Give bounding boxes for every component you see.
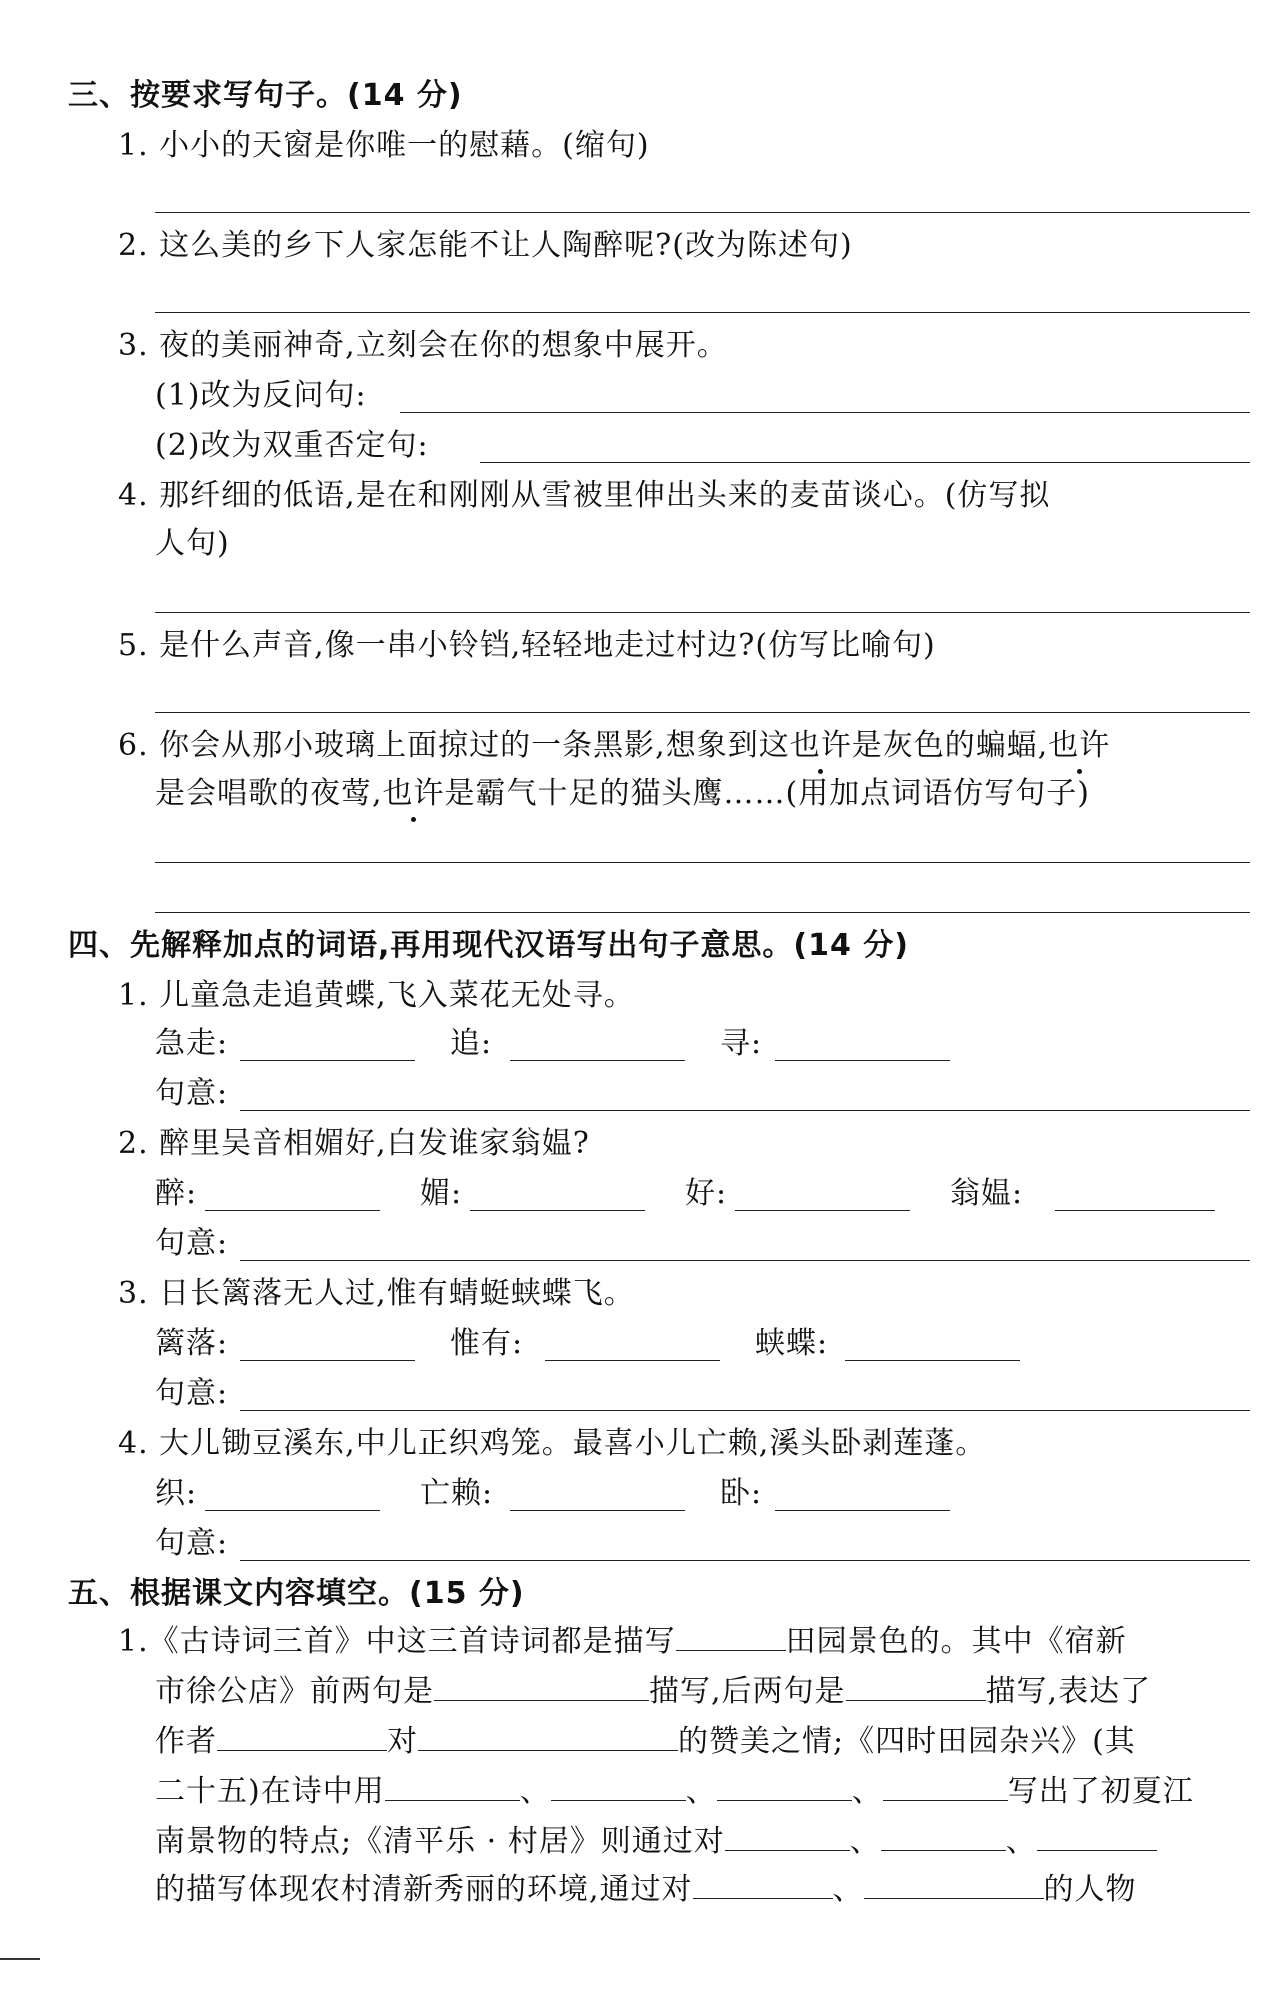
question-3-3: 3. 夜的美丽神奇,立刻会在你的想象中展开。 <box>118 328 728 363</box>
word-label: 好: <box>685 1176 728 1211</box>
fill-line-6: 的描写体现农村清新秀丽的环境,通过对 、 的人物 <box>155 1872 1137 1907</box>
answer-line-3-3-a[interactable] <box>400 412 1250 413</box>
answer-line-3-2[interactable] <box>155 312 1250 313</box>
answer-line-3-1[interactable] <box>155 212 1250 213</box>
emphasis-dot-word: 也许 <box>790 726 852 766</box>
emphasis-dot-word: 也许 <box>383 774 445 814</box>
answer-line-3-4[interactable] <box>155 612 1250 613</box>
meaning-blank[interactable] <box>240 1260 1250 1261</box>
word-label: 亡赖: <box>420 1476 494 1511</box>
word-label: 卧: <box>720 1476 763 1511</box>
meaning-label: 句意: <box>155 1376 229 1411</box>
word-label: 醉: <box>155 1176 198 1211</box>
poem-4-3: 3. 日长篱落无人过,惟有蜻蜓蛱蝶飞。 <box>118 1276 635 1311</box>
fill-blank[interactable] <box>217 1724 387 1751</box>
word-blank[interactable] <box>775 1060 950 1061</box>
word-blank[interactable] <box>545 1360 720 1361</box>
section-3-title: 三、按要求写句子。(14 分) <box>68 78 463 113</box>
fill-blank[interactable] <box>881 1824 1006 1851</box>
fill-blank[interactable] <box>717 1774 852 1801</box>
question-3-3-b: (2)改为双重否定句: <box>155 428 429 463</box>
word-label: 织: <box>155 1476 198 1511</box>
poem-4-2: 2. 醉里吴音相媚好,白发谁家翁媪? <box>118 1126 590 1161</box>
question-3-6-line2: 是会唱歌的夜莺,也许是霸气十足的猫头鹰……(用加点词语仿写句子) <box>155 774 1090 814</box>
fill-line-3: 作者 对 的赞美之情;《四时田园杂兴》(其 <box>155 1724 1136 1759</box>
word-blank[interactable] <box>205 1510 380 1511</box>
meaning-blank[interactable] <box>240 1560 1250 1561</box>
fill-blank[interactable] <box>551 1774 686 1801</box>
fill-blank[interactable] <box>864 1872 1044 1899</box>
fill-blank[interactable] <box>385 1774 520 1801</box>
question-3-5: 5. 是什么声音,像一串小铃铛,轻轻地走过村边?(仿写比喻句) <box>118 628 936 663</box>
answer-line-3-6-a[interactable] <box>155 862 1250 863</box>
word-blank[interactable] <box>205 1210 380 1211</box>
word-blank[interactable] <box>510 1510 685 1511</box>
fill-blank[interactable] <box>1037 1824 1157 1851</box>
fill-blank[interactable] <box>676 1624 786 1651</box>
emphasis-dot-word: 也许 <box>1048 726 1110 766</box>
poem-4-4: 4. 大儿锄豆溪东,中儿正织鸡笼。最喜小儿亡赖,溪头卧剥莲蓬。 <box>118 1426 987 1461</box>
meaning-blank[interactable] <box>240 1110 1250 1111</box>
question-3-1: 1. 小小的天窗是你唯一的慰藉。(缩句) <box>118 128 650 163</box>
page-edge-mark <box>0 1958 40 1960</box>
section-5-title: 五、根据课文内容填空。(15 分) <box>68 1576 525 1611</box>
word-blank[interactable] <box>1055 1210 1215 1211</box>
fill-line-2: 市徐公店》前两句是 描写,后两句是 描写,表达了 <box>155 1674 1152 1709</box>
word-label: 追: <box>450 1026 493 1061</box>
word-blank[interactable] <box>470 1210 645 1211</box>
fill-line-1: 1.《古诗词三首》中这三首诗词都是描写 田园景色的。其中《宿新 <box>118 1624 1127 1659</box>
fill-blank[interactable] <box>883 1774 1008 1801</box>
word-label: 篱落: <box>155 1326 229 1361</box>
question-3-3-a: (1)改为反问句: <box>155 378 367 413</box>
word-label: 寻: <box>720 1026 763 1061</box>
word-label: 蛱蝶: <box>755 1326 829 1361</box>
fill-blank[interactable] <box>725 1824 850 1851</box>
question-3-4-line2: 人句) <box>155 526 230 561</box>
word-blank[interactable] <box>775 1510 950 1511</box>
fill-line-5: 南景物的特点;《清平乐 · 村居》则通过对 、 、 <box>155 1822 1157 1862</box>
word-blank[interactable] <box>845 1360 1020 1361</box>
word-label: 惟有: <box>450 1326 524 1361</box>
word-label: 媚: <box>420 1176 463 1211</box>
word-label: 急走: <box>155 1026 229 1061</box>
word-blank[interactable] <box>240 1060 415 1061</box>
word-blank[interactable] <box>240 1360 415 1361</box>
fill-blank[interactable] <box>434 1674 649 1701</box>
answer-line-3-6-b[interactable] <box>155 912 1250 913</box>
word-label: 翁媪: <box>950 1176 1024 1211</box>
fill-blank[interactable] <box>693 1872 833 1899</box>
question-3-6-line1: 6. 你会从那小玻璃上面掠过的一条黑影,想象到这也许是灰色的蝙蝠,也许 <box>118 726 1110 766</box>
meaning-label: 句意: <box>155 1226 229 1261</box>
answer-line-3-5[interactable] <box>155 712 1250 713</box>
meaning-label: 句意: <box>155 1076 229 1111</box>
fill-blank[interactable] <box>846 1674 986 1701</box>
question-3-4-line1: 4. 那纤细的低语,是在和刚刚从雪被里伸出头来的麦苗谈心。(仿写拟 <box>118 478 1051 513</box>
word-blank[interactable] <box>510 1060 685 1061</box>
section-4-title: 四、先解释加点的词语,再用现代汉语写出句子意思。(14 分) <box>68 928 910 963</box>
meaning-label: 句意: <box>155 1526 229 1561</box>
word-blank[interactable] <box>735 1210 910 1211</box>
fill-blank[interactable] <box>418 1724 678 1751</box>
question-3-2: 2. 这么美的乡下人家怎能不让人陶醉呢?(改为陈述句) <box>118 228 853 263</box>
meaning-blank[interactable] <box>240 1410 1250 1411</box>
answer-line-3-3-b[interactable] <box>480 462 1250 463</box>
poem-4-1: 1. 儿童急走追黄蝶,飞入菜花无处寻。 <box>118 978 635 1013</box>
fill-line-4: 二十五)在诗中用 、 、 、 写出了初夏江 <box>155 1774 1194 1809</box>
